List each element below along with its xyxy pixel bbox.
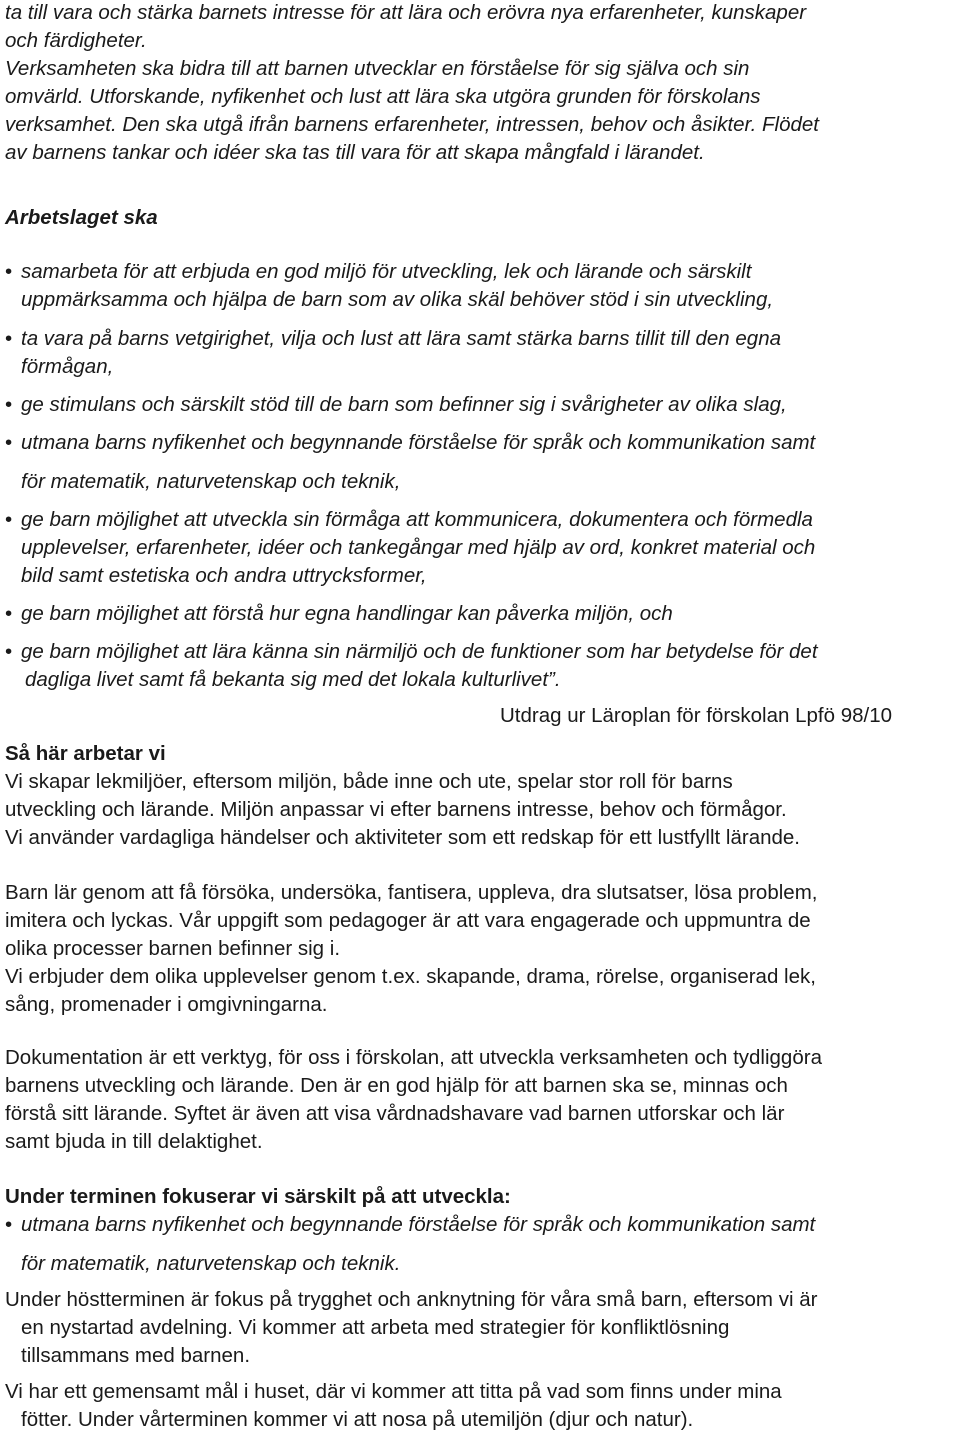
sa-har-paragraph-2: Barn lär genom att få försöka, undersöka, fantisera, uppleva, dra slutsatser, lösa problem, imitera och lyckas. Vår uppgift som pedagoger är att vara engagerade och uppmuntra de olika processer barnen befinner sig i. Vi erbjuder dem olika upplevelser genom t.ex. skapande, drama, rörelse, organiserad lek, sång, promenader i omgivningarna. <box>5 881 818 1016</box>
intro-line: omvärld. Utforskande, nyfikenhet och lust att lära ska utgöra grunden för förskolans <box>5 85 761 108</box>
intro-line: ta till vara och stärka barnets intresse för att lära och erövra nya erfarenheter, kunskaper <box>5 1 807 24</box>
sa-har-paragraph-3: Dokumentation är ett verktyg, för oss i förskolan, att utveckla verksamheten och tydliggöra barnens utveckling och lärande. Den är en god hjälp för att barnen ska se, minnas och förstå sitt lärande. Syftet är även att visa vårdnadshavare vad barnen utforskar och lär samt bjuda in till delaktighet. <box>5 1046 822 1153</box>
arbetslaget-list <box>5 258 957 694</box>
list-item: • utmana barns nyfikenhet och begynnande förståelse för språk och kommunikation samt för matematik, naturvetenskap och teknik. <box>5 1211 957 1278</box>
terminen-paragraph-2: Vi har ett gemensamt mål i huset, där vi kommer att titta på vad som finns under mina fötter. Under vårterminen kommer vi att nosa på utemiljön (djur och natur). <box>5 1380 782 1431</box>
list-item: • ta vara på barns vetgirighet, vilja och lust att lära samt stärka barns tillit till den egna förmågan, <box>5 325 957 381</box>
intro-line: verksamhet. Den ska utgå ifrån barnens erfarenheter, intressen, behov och åsikter. Flödet <box>5 113 819 136</box>
arbetslaget-heading: Arbetslaget ska <box>5 206 158 229</box>
document-page <box>5 0 957 1434</box>
list-item: • samarbeta för att erbjuda en god miljö för utveckling, lek och lärande och särskilt uppmärksamma och hjälpa de barn som av olika skäl behöver stöd i sin utveckling, <box>5 258 957 314</box>
intro-paragraph <box>5 0 957 167</box>
intro-line: Verksamheten ska bidra till att barnen utvecklar en förståelse för sig själva och sin <box>5 57 750 80</box>
terminen-paragraph-1: Under höstterminen är fokus på trygghet och anknytning för våra små barn, eftersom vi är en nystartad avdelning. Vi kommer att arbeta med strategier för konfliktlösning tillsammans med barnen. <box>5 1288 818 1367</box>
list-item: • ge barn möjlighet att förstå hur egna handlingar kan påverka miljön, och <box>5 600 957 628</box>
list-item: • ge barn möjlighet att utveckla sin förmåga att kommunicera, dokumentera och förmedla upplevelser, erfarenheter, idéer och tankegångar med hjälp av ord, konkret material och bild samt estetiska och andra uttrycksformer, <box>5 506 957 590</box>
list-item: • utmana barns nyfikenhet och begynnande förståelse för språk och kommunikation samt för matematik, naturvetenskap och teknik, <box>5 429 957 496</box>
intro-line: av barnens tankar och idéer ska tas till vara för att skapa mångfald i lärandet. <box>5 141 705 164</box>
terminen-heading: Under terminen fokuserar vi särskilt på att utveckla: <box>5 1185 511 1208</box>
sa-har-heading: Så här arbetar vi <box>5 742 166 765</box>
terminen-list <box>5 1211 957 1278</box>
quote-source: Utdrag ur Läroplan för förskolan Lpfö 98/10 <box>499 704 892 727</box>
list-item: • ge stimulans och särskilt stöd till de barn som befinner sig i svårigheter av olika slag, <box>5 391 957 419</box>
list-item: • ge barn möjlighet att lära känna sin närmiljö och de funktioner som har betydelse för det dagliga livet samt få bekanta sig med det lokala kulturlivet”. <box>5 638 957 694</box>
intro-line: och färdigheter. <box>5 29 147 52</box>
sa-har-paragraph-1: Vi skapar lekmiljöer, eftersom miljön, både inne och ute, spelar stor roll för barns utveckling och lärande. Miljön anpassar vi efter barnens intresse, behov och förmågor. Vi använder vardagliga händelser och aktiviteter som ett redskap för ett lustfyllt lärande. <box>5 770 800 849</box>
